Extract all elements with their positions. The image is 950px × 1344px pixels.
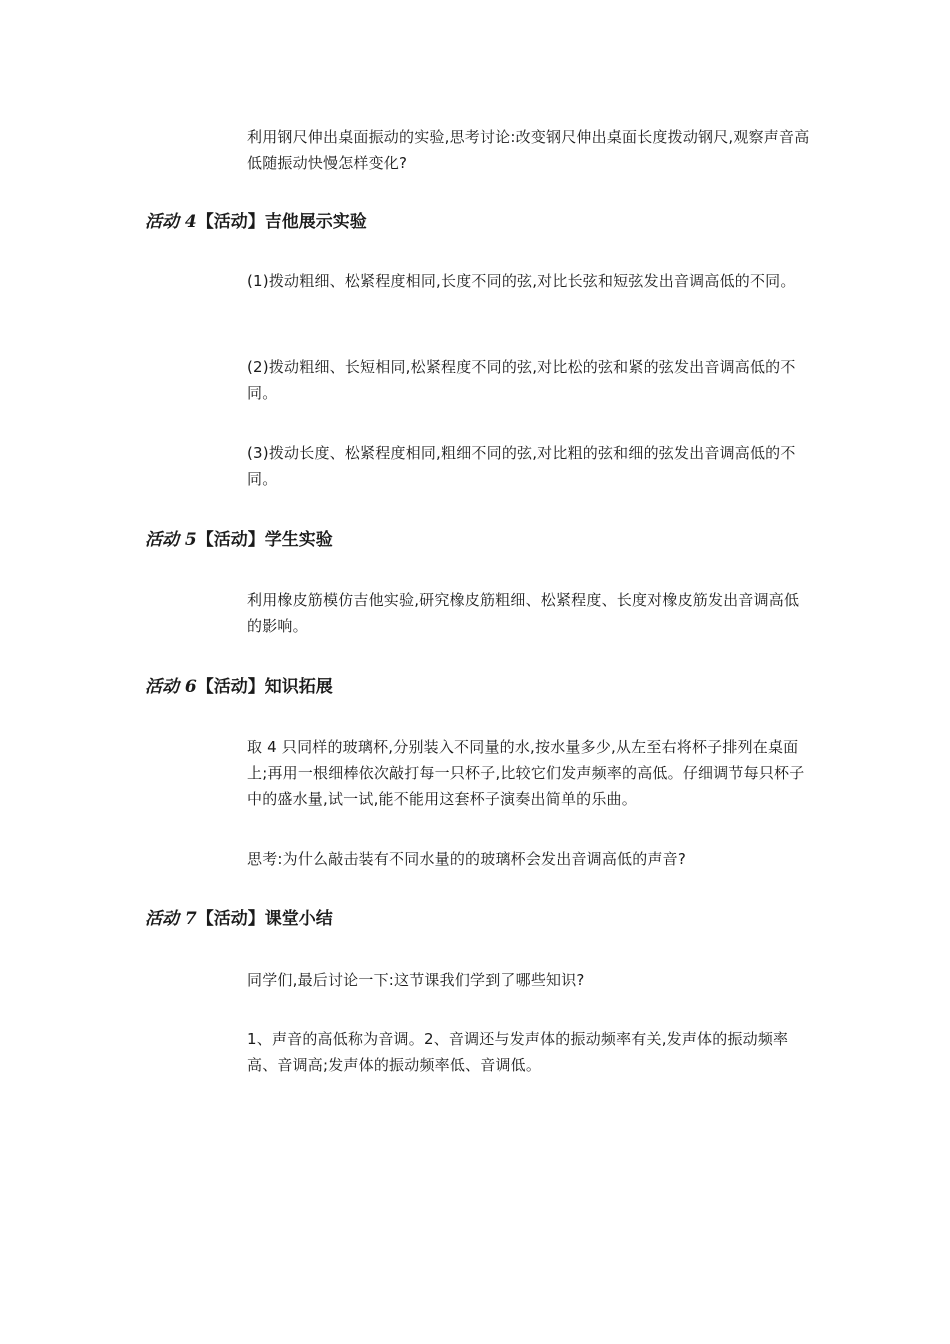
activity-4-item-1: (1)拨动粗细、松紧程度相同,长度不同的弦,对比长弦和短弦发出音调高低的不同。 [247, 272, 796, 290]
activity-4-item-2: (2)拨动粗细、长短相同,松紧程度不同的弦,对比松的弦和紧的弦发出音调高低的不同。 [247, 358, 796, 402]
activity-7-heading [145, 906, 333, 932]
activity-6-heading [145, 674, 333, 700]
activity-6-question: 思考:为什么敲击装有不同水量的的玻璃杯会发出音调高低的声音? [247, 850, 687, 868]
activity-4-item-3: (3)拨动长度、松紧程度相同,粗细不同的弦,对比粗的弦和细的弦发出音调高低的不同。 [247, 444, 796, 488]
activity-7-title: 【活动】课堂小结 [196, 909, 333, 929]
activity-7-paragraph: 同学们,最后讨论一下:这节课我们学到了哪些知识? [247, 971, 585, 989]
activity-5-paragraph: 利用橡皮筋模仿吉他实验,研究橡皮筋粗细、松紧程度、长度对橡皮筋发出音调高低的影响。 [247, 591, 800, 635]
activity-7-summary: 1、声音的高低称为音调。2、音调还与发声体的振动频率有关,发声体的振动频率高、音调高;发声体的振动频率低、音调低。 [247, 1030, 789, 1074]
activity-6-title: 【活动】知识拓展 [196, 677, 333, 697]
activity-4-title: 【活动】吉他展示实验 [196, 212, 367, 232]
activity-6-paragraph: 取 4 只同样的玻璃杯,分别装入不同量的水,按水量多少,从左至右将杯子排列在桌面上;再用一根细棒依次敲打每一只杯子,比较它们发声频率的高低。仔细调节每只杯子中的盛水量,试一试,能不能用这套杯子演奏出简单的乐曲。 [247, 738, 805, 808]
activity-4-number: 活动 4 [145, 212, 197, 232]
activity-4-heading [145, 209, 367, 235]
activity-6-number: 活动 6 [145, 677, 197, 697]
activity-5-number: 活动 5 [145, 530, 197, 550]
activity-5-title: 【活动】学生实验 [196, 530, 333, 550]
intro-paragraph: 利用钢尺伸出桌面振动的实验,思考讨论:改变钢尺伸出桌面长度拨动钢尺,观察声音高低随振动快慢怎样变化? [247, 128, 810, 172]
activity-5-heading [145, 527, 333, 553]
activity-7-number: 活动 7 [145, 909, 197, 929]
